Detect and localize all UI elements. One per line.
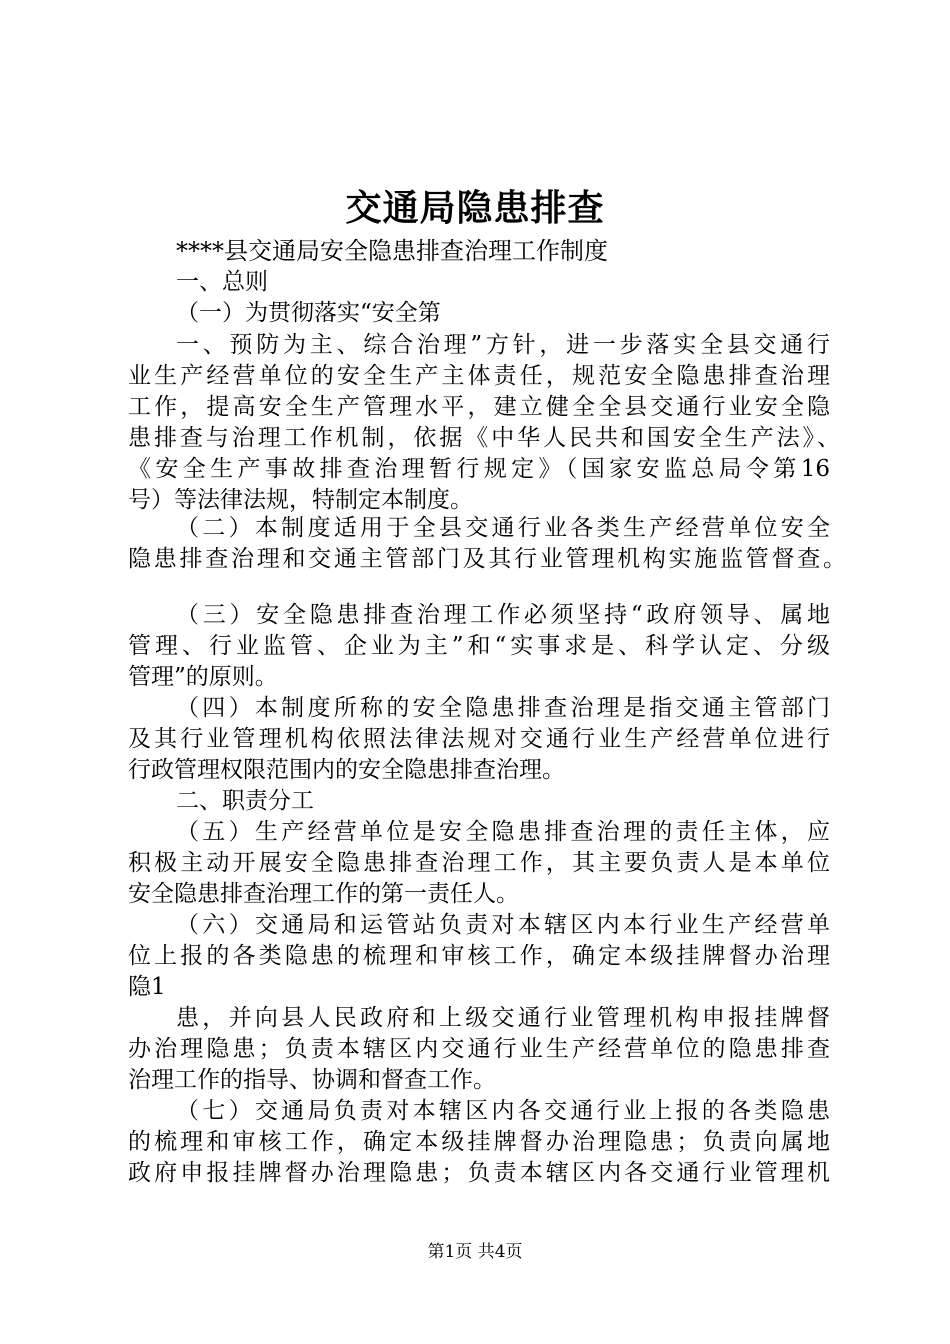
text-line: （六）交通局和运管站负责对本辖区内本行业生产经营单 — [176, 912, 830, 938]
text-line: 积极主动开展安全隐患排查治理工作，其主要负责人是本单位 — [128, 850, 830, 876]
text-line: 一、预防为主、综合治理”方针，进一步落实全县交通行 — [176, 332, 830, 358]
text-line: 治理工作的指导、协调和督查工作。 — [128, 1067, 496, 1093]
section-heading: 二、职责分工 — [176, 788, 314, 814]
text-line: （一）为贯彻落实“安全第 — [176, 300, 441, 326]
page-footer: 第1页 共4页 — [427, 1242, 523, 1262]
text-line: 工作，提高安全生产管理水平，建立健全全县交通行业安全隐 — [128, 394, 830, 420]
text-line: 管理、行业监管、企业为主”和“实事求是、科学认定、分级 — [128, 633, 830, 659]
text-line: 及其行业管理机构依照法律法规对交通行业生产经营单位进行 — [128, 726, 830, 752]
text-line: （二）本制度适用于全县交通行业各类生产经营单位安全 — [176, 515, 830, 541]
text-line: 号）等法律法规，特制定本制度。 — [128, 487, 473, 513]
text-line: （三）安全隐患排查治理工作必须坚持“政府领导、属地 — [176, 602, 830, 628]
text-line: 隐患排查治理和交通主管部门及其行业管理机构实施监管督查。 — [128, 546, 846, 572]
text-line: （七）交通局负责对本辖区内各交通行业上报的各类隐患 — [176, 1098, 830, 1124]
text-line: 《安全生产事故排查治理暂行规定》（国家安监总局令第16 — [128, 456, 830, 482]
subtitle-line: ****县交通局安全隐患排查治理工作制度 — [176, 237, 608, 265]
section-heading: 一、总则 — [176, 269, 268, 295]
text-line: 办治理隐患；负责本辖区内交通行业生产经营单位的隐患排查 — [128, 1036, 830, 1062]
text-line: 隐1 — [128, 974, 166, 1000]
text-line: 政府申报挂牌督办治理隐患；负责本辖区内各交通行业管理机 — [128, 1160, 830, 1186]
document-title: 交通局隐患排查 — [345, 187, 605, 229]
text-line: 行政管理权限范围内的安全隐患排查治理。 — [128, 757, 565, 783]
text-line: 业生产经营单位的安全生产主体责任，规范安全隐患排查治理 — [128, 363, 830, 389]
text-line: 的梳理和审核工作，确定本级挂牌督办治理隐患；负责向属地 — [128, 1129, 830, 1155]
text-line: 位上报的各类隐患的梳理和审核工作，确定本级挂牌督办治理 — [128, 943, 830, 969]
text-line: 管理”的原则。 — [128, 664, 278, 690]
text-line: 患，并向县人民政府和上级交通行业管理机构申报挂牌督 — [176, 1005, 830, 1031]
text-line: （五）生产经营单位是安全隐患排查治理的责任主体，应 — [176, 819, 830, 845]
text-line: （四）本制度所称的安全隐患排查治理是指交通主管部门 — [176, 695, 830, 721]
text-line: 安全隐患排查治理工作的第一责任人。 — [128, 881, 519, 907]
text-line: 患排查与治理工作机制，依据《中华人民共和国安全生产法》、 — [128, 425, 840, 451]
